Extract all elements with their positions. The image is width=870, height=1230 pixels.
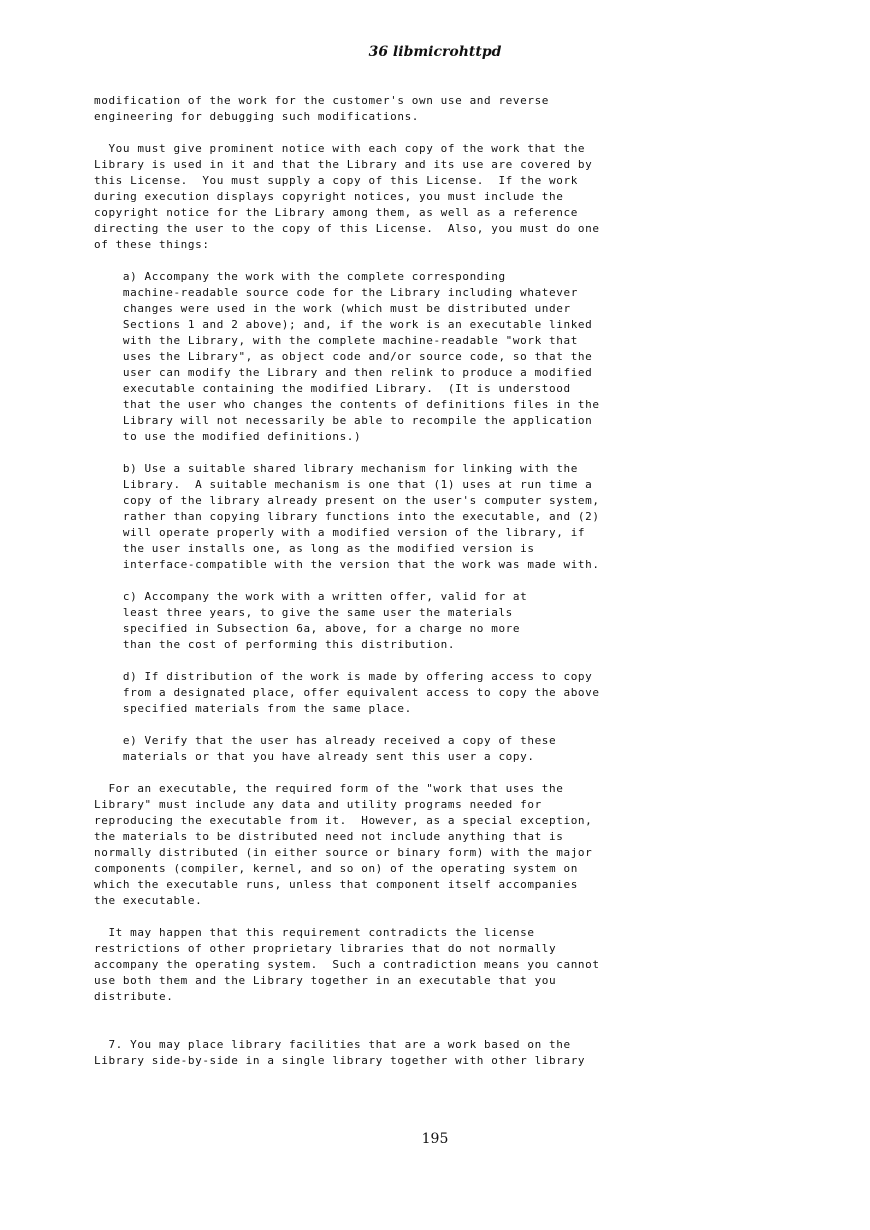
- text-line: uses the Library", as object code and/or source code, so that the: [94, 350, 593, 363]
- text-line: interface-compatible with the version that the work was made with.: [94, 558, 600, 571]
- text-line: d) If distribution of the work is made by offering access to copy: [94, 670, 593, 683]
- text-line: e) Verify that the user has already received a copy of these: [94, 734, 557, 747]
- text-line: [94, 1021, 794, 1037]
- text-line: 7. You may place library facilities that are a work based on the: [94, 1038, 571, 1051]
- text-line: modification of the work for the customer's own use and reverse: [94, 94, 550, 107]
- text-line: that the user who changes the contents of definitions files in the: [94, 398, 600, 411]
- text-line: [94, 653, 794, 669]
- text-line: distribute.: [94, 990, 174, 1003]
- running-header: 36 libmicrohttpd: [368, 44, 502, 60]
- text-line: with the Library, with the complete machine-readable "work that: [94, 334, 578, 347]
- text-line: reproducing the executable from it. However, as a special exception,: [94, 814, 593, 827]
- text-line: [94, 1005, 794, 1021]
- text-line: copyright notice for the Library among them, as well as a reference: [94, 206, 578, 219]
- text-line: normally distributed (in either source or binary form) with the major: [94, 846, 593, 859]
- text-line: [94, 253, 794, 269]
- text-line: You must give prominent notice with each copy of the work that the: [94, 142, 586, 155]
- text-line: Library will not necessarily be able to recompile the application: [94, 414, 593, 427]
- text-line: Library" must include any data and utility programs needed for: [94, 798, 542, 811]
- text-line: copy of the library already present on the user's computer system,: [94, 494, 600, 507]
- text-line: which the executable runs, unless that component itself accompanies: [94, 878, 578, 891]
- text-line: restrictions of other proprietary libraries that do not normally: [94, 942, 557, 955]
- text-line: directing the user to the copy of this License. Also, you must do one: [94, 222, 600, 235]
- text-line: [94, 125, 794, 141]
- text-line: materials or that you have already sent this user a copy.: [94, 750, 535, 763]
- text-line: will operate properly with a modified version of the library, if: [94, 526, 586, 539]
- text-line: a) Accompany the work with the complete corresponding: [94, 270, 506, 283]
- text-line: the executable.: [94, 894, 203, 907]
- text-line: the materials to be distributed need not include anything that is: [94, 830, 564, 843]
- text-line: this License. You must supply a copy of this License. If the work: [94, 174, 578, 187]
- text-line: components (compiler, kernel, and so on) of the operating system on: [94, 862, 578, 875]
- text-line: than the cost of performing this distribution.: [94, 638, 456, 651]
- text-line: It may happen that this requirement contradicts the license: [94, 926, 535, 939]
- text-line: use both them and the Library together in an executable that you: [94, 974, 557, 987]
- text-line: to use the modified definitions.): [94, 430, 362, 443]
- text-line: specified in Subsection 6a, above, for a charge no more: [94, 622, 521, 635]
- text-line: [94, 765, 794, 781]
- text-line: [94, 909, 794, 925]
- text-line: For an executable, the required form of the "work that uses the: [94, 782, 564, 795]
- text-line: b) Use a suitable shared library mechanism for linking with the: [94, 462, 578, 475]
- text-line: [94, 717, 794, 733]
- text-line: executable containing the modified Library. (It is understood: [94, 382, 571, 395]
- text-line: Sections 1 and 2 above); and, if the work is an executable linked: [94, 318, 593, 331]
- page-number: 195: [421, 1131, 449, 1147]
- text-line: [94, 445, 794, 461]
- text-line: machine-readable source code for the Library including whatever: [94, 286, 578, 299]
- text-line: from a designated place, offer equivalent access to copy the above: [94, 686, 600, 699]
- text-line: accompany the operating system. Such a contradiction means you cannot: [94, 958, 600, 971]
- text-line: rather than copying library functions into the executable, and (2): [94, 510, 600, 523]
- text-line: c) Accompany the work with a written offer, valid for at: [94, 590, 528, 603]
- text-line: of these things:: [94, 238, 210, 251]
- text-line: the user installs one, as long as the modified version is: [94, 542, 535, 555]
- text-line: Library is used in it and that the Library and its use are covered by: [94, 158, 593, 171]
- text-line: least three years, to give the same user the materials: [94, 606, 513, 619]
- text-line: Library side-by-side in a single library together with other library: [94, 1054, 586, 1067]
- text-line: changes were used in the work (which must be distributed under: [94, 302, 571, 315]
- text-line: engineering for debugging such modifications.: [94, 110, 420, 123]
- text-line: user can modify the Library and then relink to produce a modified: [94, 366, 593, 379]
- text-line: Library. A suitable mechanism is one that (1) uses at run time a: [94, 478, 593, 491]
- license-text-body: [94, 93, 794, 1069]
- text-line: during execution displays copyright notices, you must include the: [94, 190, 564, 203]
- text-line: [94, 573, 794, 589]
- text-line: specified materials from the same place.: [94, 702, 412, 715]
